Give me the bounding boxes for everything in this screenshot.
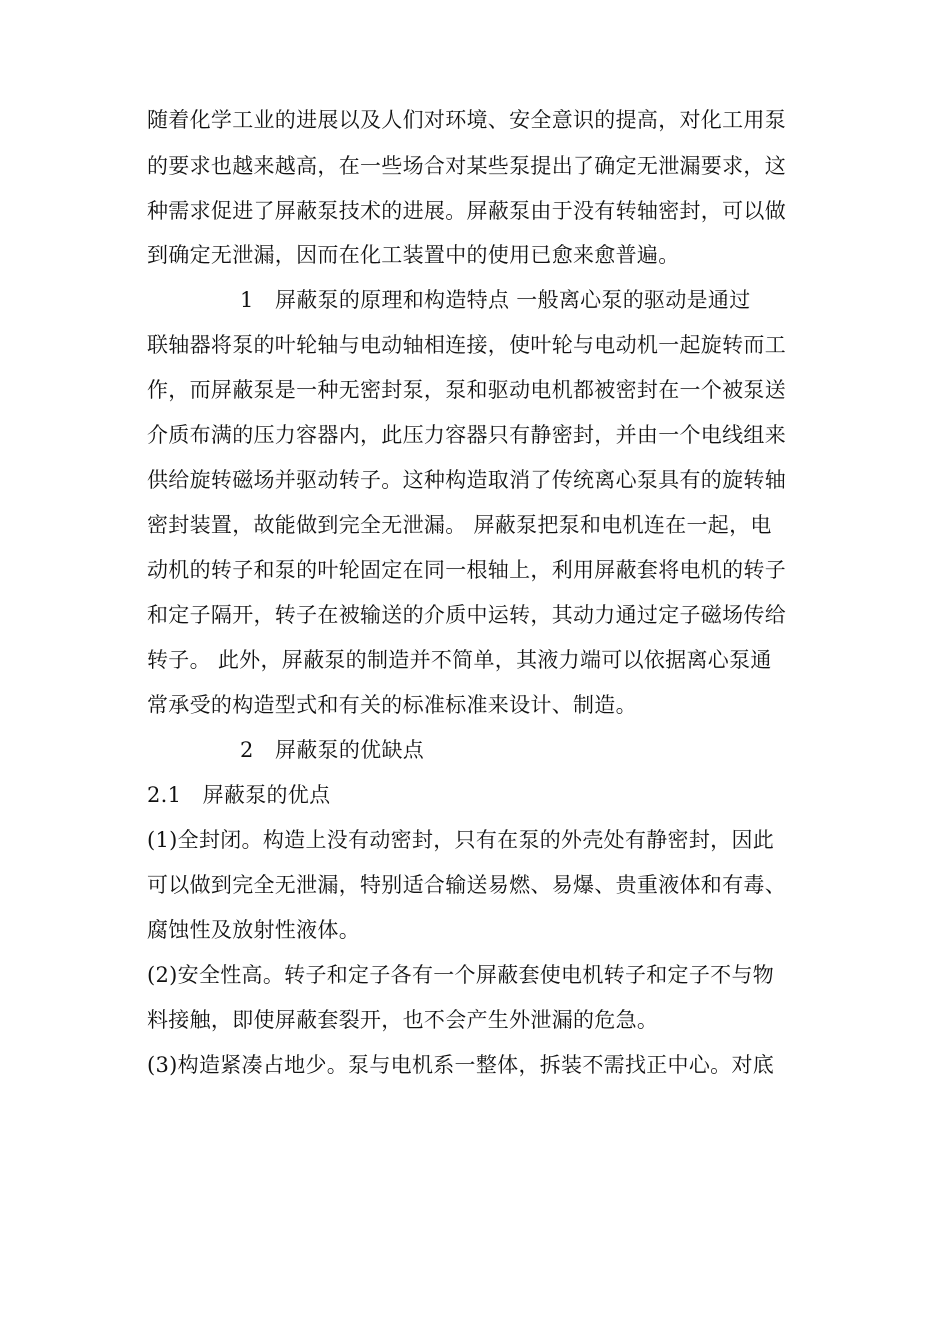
paragraph-line: 常承受的构造型式和有关的标准标准来设计、制造。	[147, 693, 637, 717]
list-item-line: (3)构造紧凑占地少。泵与电机系一整体，拆装不需找正中心。对底	[147, 1053, 775, 1077]
paragraph-line: 到确定无泄漏，因而在化工装置中的使用已愈来愈普遍。	[147, 243, 680, 267]
list-item-line: (1)全封闭。构造上没有动密封，只有在泵的外壳处有静密封，因此	[147, 828, 775, 852]
paragraph-line: 供给旋转磁场并驱动转子。这种构造取消了传统离心泵具有的旋转轴	[147, 468, 786, 492]
paragraph-line: 和定子隔开，转子在被输送的介质中运转，其动力通过定子磁场传给	[147, 603, 786, 627]
paragraph-line: 密封装置，故能做到完全无泄漏。 屏蔽泵把泵和电机连在一起，电	[147, 513, 772, 537]
list-item-line: 腐蚀性及放射性液体。	[147, 918, 360, 942]
paragraph-line: 种需求促进了屏蔽泵技术的进展。屏蔽泵由于没有转轴密封，可以做	[147, 199, 786, 223]
paragraph-line: 的要求也越来越高，在一些场合对某些泵提出了确定无泄漏要求，这	[147, 154, 786, 178]
list-item-line: (2)安全性高。转子和定子各有一个屏蔽套使电机转子和定子不与物	[147, 963, 775, 987]
paragraph-line: 转子。 此外，屏蔽泵的制造并不简单，其液力端可以依据离心泵通	[147, 648, 772, 672]
paragraph-line: 联轴器将泵的叶轮轴与电动轴相连接，使叶轮与电动机一起旋转而工	[147, 333, 786, 357]
paragraph-line: 随着化学工业的进展以及人们对环境、安全意识的提高，对化工用泵	[147, 108, 786, 132]
paragraph-line: 作，而屏蔽泵是一种无密封泵，泵和驱动电机都被密封在一个被泵送	[147, 378, 786, 402]
list-item-line: 可以做到完全无泄漏，特别适合输送易燃、易爆、贵重液体和有毒、	[147, 873, 786, 897]
section-heading-1: 1 屏蔽泵的原理和构造特点 一般离心泵的驱动是通过	[240, 288, 751, 312]
section-heading-2: 2 屏蔽泵的优缺点	[240, 738, 425, 762]
subsection-heading-2-1: 2.1 屏蔽泵的优点	[147, 783, 331, 807]
paragraph-line: 动机的转子和泵的叶轮固定在同一根轴上，利用屏蔽套将电机的转子	[147, 558, 786, 582]
list-item-line: 料接触，即使屏蔽套裂开，也不会产生外泄漏的危急。	[147, 1008, 659, 1032]
paragraph-line: 介质布满的压力容器内，此压力容器只有静密封，并由一个电线组来	[147, 423, 786, 447]
